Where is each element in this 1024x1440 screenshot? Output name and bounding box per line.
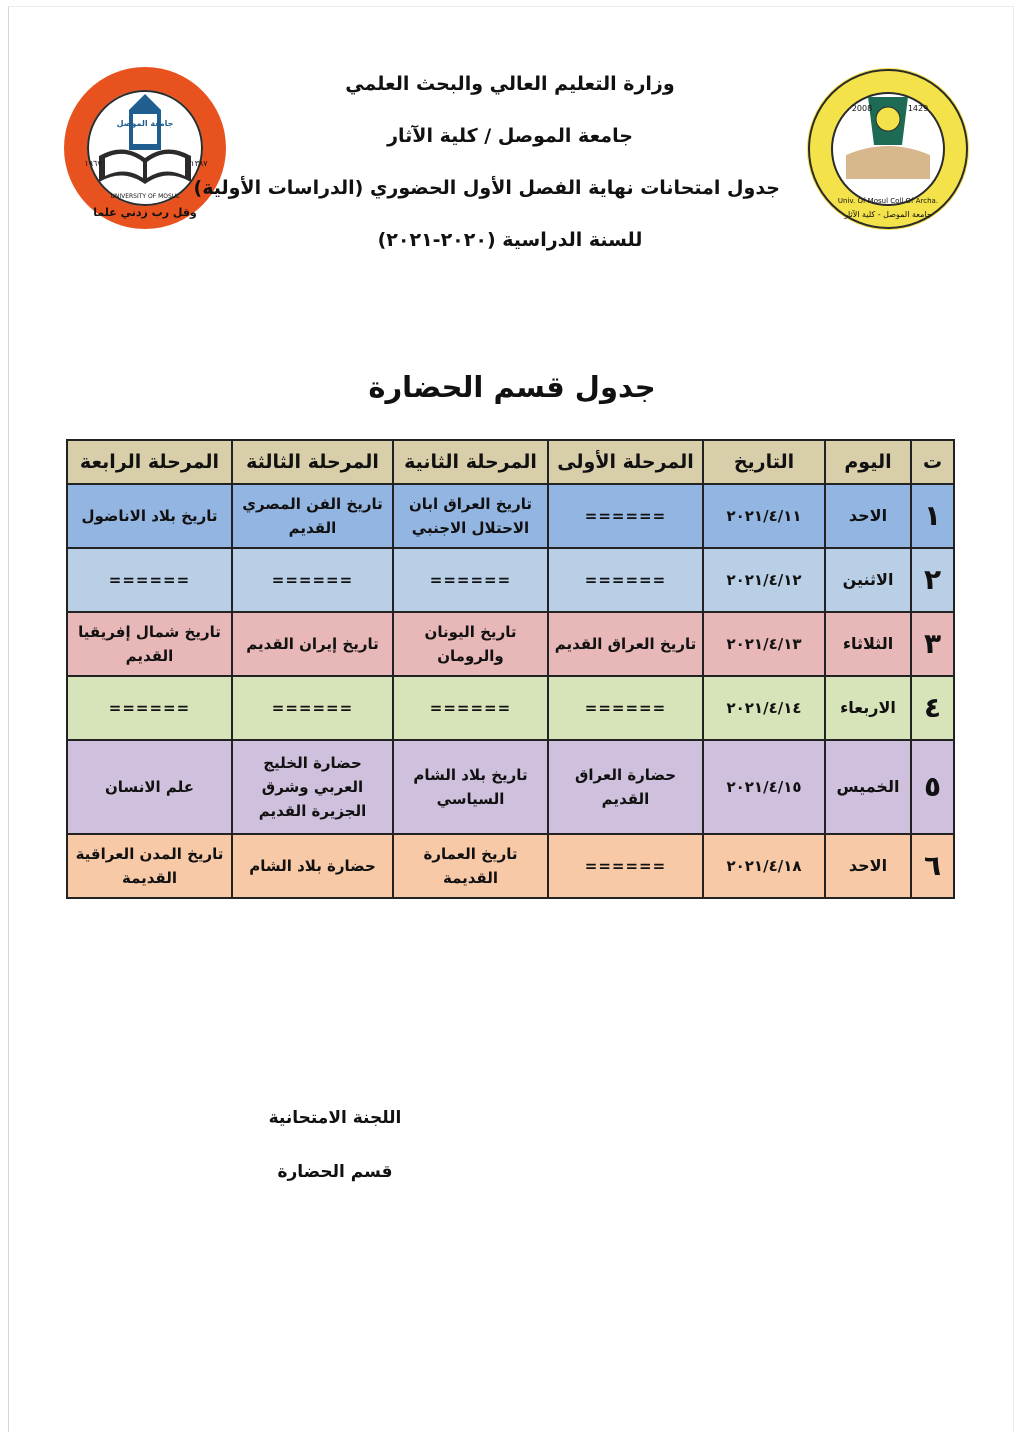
stage-3-exam: حضارة الخليج العربي وشرق الجزيرة القديم [232, 740, 393, 834]
row-date: ٢٠٢١/٤/١٤ [703, 676, 825, 740]
header-cell-date: التاريخ [703, 440, 825, 484]
table-header-row [67, 440, 954, 484]
row-number: ٢ [911, 548, 954, 612]
exam-schedule-table [66, 439, 955, 899]
ministry-title: وزارة التعليم العالي والبحث العلمي [345, 73, 675, 95]
row-day: الاحد [825, 484, 911, 548]
stage-2-exam: ====== [393, 676, 548, 740]
exam-committee-label: اللجنة الامتحانية [268, 1108, 402, 1128]
stage-2-exam: تاريخ العمارة القديمة [393, 834, 548, 898]
department-label: قسم الحضارة [277, 1162, 393, 1182]
header-cell-number: ت [911, 440, 954, 484]
svg-text:UNIVERSITY OF MOSUL: UNIVERSITY OF MOSUL [110, 193, 180, 200]
table-row [67, 740, 954, 834]
stage-4-exam: تاريخ شمال إفريقيا القديم [67, 612, 232, 676]
stage-3-exam: حضارة بلاد الشام [232, 834, 393, 898]
table-row [67, 834, 954, 898]
row-number: ١ [911, 484, 954, 548]
table-row [67, 484, 954, 548]
row-date: ٢٠٢١/٤/١٥ [703, 740, 825, 834]
header-cell-stage-4: المرحلة الرابعة [67, 440, 232, 484]
stage-2-exam: تاريخ بلاد الشام السياسي [393, 740, 548, 834]
table-row [67, 612, 954, 676]
row-number: ٣ [911, 612, 954, 676]
stage-3-exam: ====== [232, 676, 393, 740]
stage-4-exam: تاريخ المدن العراقية القديمة [67, 834, 232, 898]
row-day: الخميس [825, 740, 911, 834]
header-cell-stage-1: المرحلة الأولى [548, 440, 703, 484]
stage-3-exam: ====== [232, 548, 393, 612]
stage-2-exam: ====== [393, 548, 548, 612]
table-row [67, 676, 954, 740]
svg-text:جامعة الموصل: جامعة الموصل [116, 119, 174, 128]
header-cell-day: اليوم [825, 440, 911, 484]
row-day: الاربعاء [825, 676, 911, 740]
row-date: ٢٠٢١/٤/١١ [703, 484, 825, 548]
row-day: الثلاثاء [825, 612, 911, 676]
department-title: جدول قسم الحضارة [368, 370, 656, 404]
svg-text:١٩٦٧: ١٩٦٧ [84, 159, 102, 168]
stage-3-exam: تاريخ إيران القديم [232, 612, 393, 676]
row-date: ٢٠٢١/٤/١٢ [703, 548, 825, 612]
svg-text:1429: 1429 [907, 104, 929, 113]
row-number: ٤ [911, 676, 954, 740]
stage-2-exam: تاريخ اليونان والرومان [393, 612, 548, 676]
header-cell-stage-2: المرحلة الثانية [393, 440, 548, 484]
svg-text:2008: 2008 [851, 104, 873, 113]
table-row [67, 548, 954, 612]
stage-1-exam: ====== [548, 676, 703, 740]
svg-text:وقل رب زدني علما: وقل رب زدني علما [93, 206, 197, 219]
row-number: ٦ [911, 834, 954, 898]
university-title: جامعة الموصل / كلية الآثار [387, 125, 633, 147]
row-date: ٢٠٢١/٤/١٨ [703, 834, 825, 898]
stage-4-exam: ====== [67, 676, 232, 740]
academic-year: للسنة الدراسية (٢٠٢٠-٢٠٢١) [377, 229, 643, 251]
signature-block [250, 1098, 420, 1206]
header-cell-stage-3: المرحلة الثالثة [232, 440, 393, 484]
stage-4-exam: ====== [67, 548, 232, 612]
college-of-archaeology-seal-icon [806, 67, 970, 231]
stage-1-exam: ====== [548, 548, 703, 612]
stage-1-exam: ====== [548, 484, 703, 548]
stage-4-exam: تاريخ بلاد الاناضول [67, 484, 232, 548]
exam-schedule-title: جدول امتحانات نهاية الفصل الأول الحضوري (الدراسات الأولية) [193, 177, 780, 199]
svg-text:١٣٨٧: ١٣٨٧ [190, 159, 208, 168]
stage-3-exam: تاريخ الفن المصري القديم [232, 484, 393, 548]
row-day: الاحد [825, 834, 911, 898]
stage-1-exam: حضارة العراق القديم [548, 740, 703, 834]
stage-2-exam: تاريخ العراق ابان الاحتلال الاجنبي [393, 484, 548, 548]
stage-1-exam: تاريخ العراق القديم [548, 612, 703, 676]
svg-text:Univ. Of Mosul Coll Of Archa.: Univ. Of Mosul Coll Of Archa. [837, 197, 939, 205]
svg-text:جامعة الموصل - كلية الآثار: جامعة الموصل - كلية الآثار [844, 210, 932, 219]
stage-4-exam: علم الانسان [67, 740, 232, 834]
row-day: الاثنين [825, 548, 911, 612]
stage-1-exam: ====== [548, 834, 703, 898]
row-date: ٢٠٢١/٤/١٣ [703, 612, 825, 676]
row-number: ٥ [911, 740, 954, 834]
